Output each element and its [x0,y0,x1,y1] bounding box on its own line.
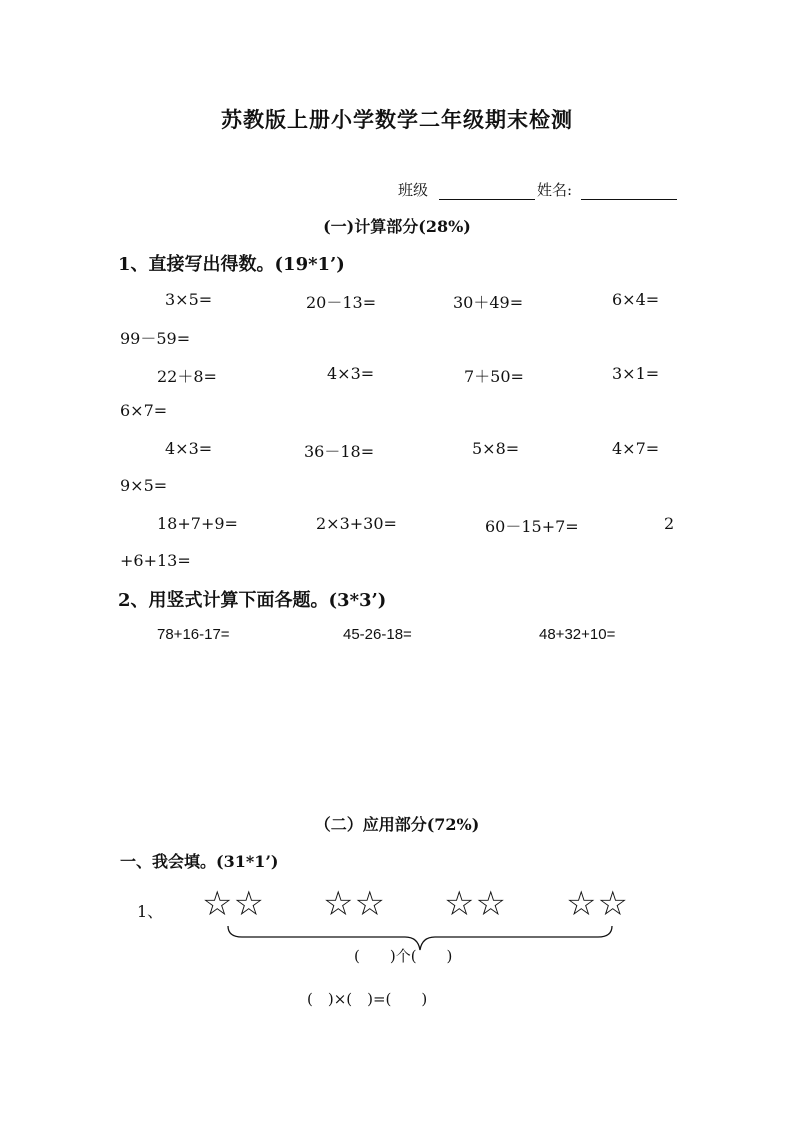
vertical-problem: 45-26-18= [343,626,412,643]
problem: 2 [664,514,675,533]
problem: 2×3+30= [316,514,397,533]
problem: 4×3= [327,364,375,383]
problem: 4×7= [612,439,660,458]
problem: 6×4= [612,290,660,309]
star-group: ☆☆ [323,884,386,924]
page-title: 苏教版上册小学数学二年级期末检测 [221,107,573,132]
problem: 7＋50= [464,367,524,386]
problem: +6+13= [120,551,191,570]
problem: 36－18= [304,442,375,461]
equation: ( )×( )=( ) [307,990,428,1008]
q2-title: 2、用竖式计算下面各题。(3*3’) [118,590,387,611]
section2-heading: （二）应用部分(72%) [314,815,480,834]
problem: 3×5= [165,290,213,309]
star-group: ☆☆ [444,884,507,924]
q1-title: 1、直接写出得数。(19*1’) [118,254,345,275]
problem: 6×7= [120,401,168,420]
problem: 18+7+9= [157,514,238,533]
star-group: ☆☆ [202,884,265,924]
part1-heading: 一、我会填。(31*1’) [120,852,279,871]
question-number: 1、 [137,902,164,921]
section1-heading: (一)计算部分(28%) [323,217,471,236]
problem: 22＋8= [157,367,217,386]
problem: 30＋49= [453,293,524,312]
brace-label: ( )个( ) [354,947,453,965]
problem: 99－59= [120,329,191,348]
vertical-problem: 48+32+10= [539,626,616,643]
problem: 4×3= [165,439,213,458]
problem: 60－15+7= [485,517,579,536]
vertical-problem: 78+16-17= [157,626,230,643]
name-label: 姓名: [537,181,573,199]
star-group: ☆☆ [566,884,629,924]
problem: 5×8= [472,439,520,458]
problem: 20－13= [306,293,377,312]
problem: 3×1= [612,364,660,383]
class-label: 班级 [398,181,429,199]
problem: 9×5= [120,476,168,495]
